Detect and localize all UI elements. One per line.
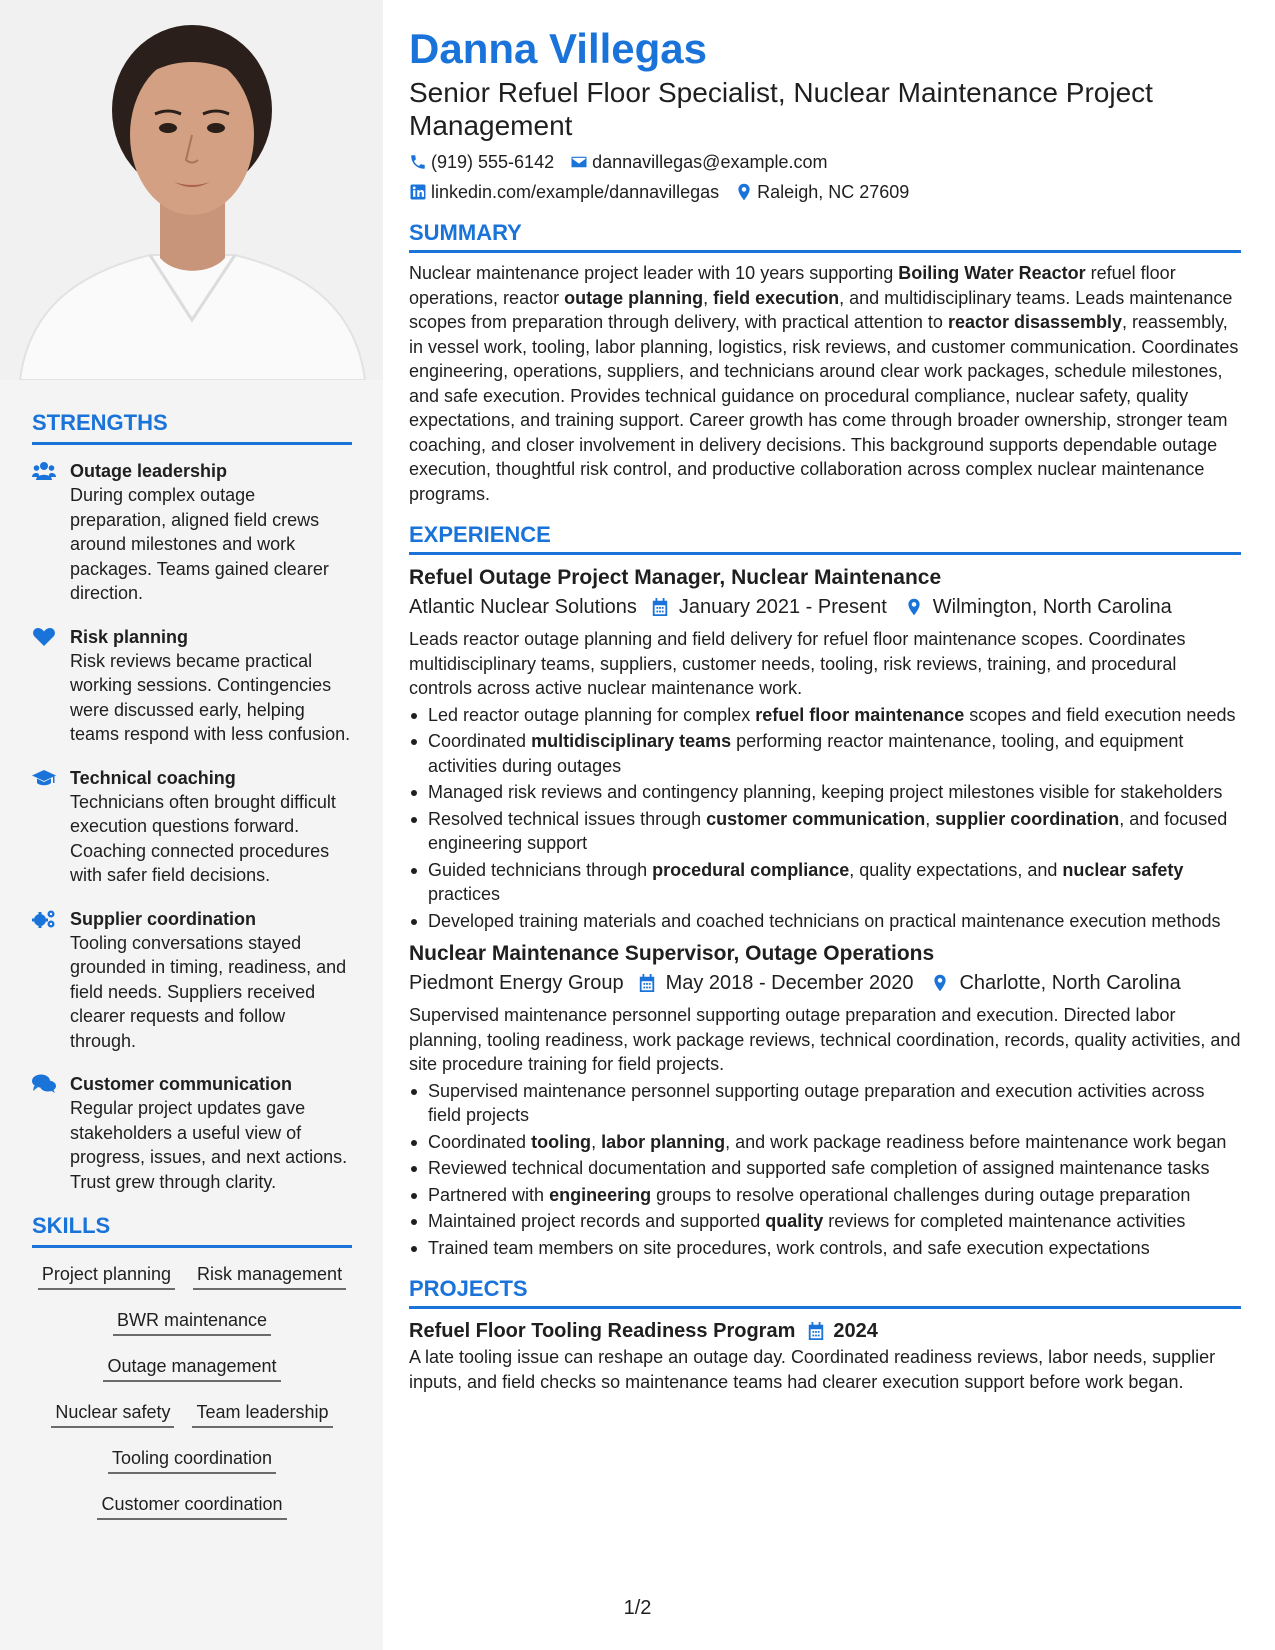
text-run: Reviewed technical documentation and supported safe completion of assigned maintenance tasks	[428, 1158, 1210, 1178]
job-location: Charlotte, North Carolina	[959, 972, 1181, 994]
skills-heading: SKILLS	[32, 1213, 352, 1248]
skill-tag: Outage management	[103, 1354, 280, 1382]
location-pin-icon	[931, 973, 949, 993]
linkedin-icon	[409, 183, 427, 201]
calendar-icon	[638, 973, 656, 993]
highlight-text: Boiling Water Reactor	[898, 263, 1086, 283]
chat-bubbles-icon	[32, 1074, 56, 1094]
highlight-text: outage planning	[564, 287, 704, 308]
bullet-item	[409, 807, 1241, 856]
skills-list	[32, 1262, 352, 1520]
strength-title: Supplier coordination	[70, 908, 257, 929]
bullet-item	[409, 729, 1241, 778]
skill-tag: Nuclear safety	[51, 1400, 174, 1428]
job-title: Nuclear Maintenance Supervisor, Outage Operations	[409, 942, 935, 965]
highlight-text: multidisciplinary teams	[531, 731, 732, 751]
text-run: Maintained project records and supported	[428, 1211, 766, 1231]
text-run: , reassembly, in vessel work, tooling, labor planning, logistics, risk reviews, and customer communication. Coordinates engineering, operations, suppliers, and technicians around clear work packages, schedule milestones, and safe execution. Provides technical guidance on procedural compliance, nuclear safety, quality expectations, and training support. Career growth has come through broader ownership, stronger team coaching, and closer involvement in delivery decisions. This background supports dependable outage execution, thoughtful risk control, and productive collaboration across complex nuclear maintenance programs.	[409, 312, 1239, 504]
highlight-text: reactor disassembly	[947, 312, 1123, 332]
job-entry	[409, 563, 1241, 933]
text-run: , and focused engineering support	[428, 808, 1228, 853]
strength-desc: Risk reviews became practical working sessions. Contingencies were discussed early, helping teams respond with less confusion.	[70, 650, 351, 744]
calendar-icon	[807, 1321, 825, 1341]
text-run: Coordinated	[428, 1131, 532, 1152]
bullet-item	[409, 1079, 1241, 1128]
email-link[interactable]: dannavillegas@example.com	[592, 152, 828, 172]
text-run: Coordinated	[428, 731, 532, 751]
sidebar	[0, 0, 383, 1650]
job-title: Refuel Outage Project Manager, Nuclear Maintenance	[409, 566, 942, 589]
highlight-text: refuel floor maintenance	[755, 704, 965, 725]
profile-photo-illustration	[0, 0, 383, 380]
project-entry	[409, 1317, 1241, 1394]
text-run: Guided technicians through	[428, 859, 653, 880]
highlight-text: supplier coordination	[935, 808, 1120, 829]
bullet-item	[409, 858, 1241, 907]
bullet-item	[409, 1236, 1241, 1261]
strength-item	[32, 1072, 352, 1194]
location-pin-icon	[905, 597, 923, 617]
text-run: reviews for completed maintenance activities	[823, 1211, 1186, 1231]
skill-tag: Customer coordination	[97, 1492, 286, 1520]
job-location: Wilmington, North Carolina	[932, 596, 1172, 618]
text-run: Led reactor outage planning for complex	[428, 704, 756, 725]
text-run: ,	[703, 287, 714, 308]
job-meta	[409, 593, 1241, 621]
sidebar-content	[32, 410, 352, 1538]
strength-desc: Tooling conversations stayed grounded in timing, readiness, and field needs. Suppliers received clearer requests and follow through.	[70, 932, 347, 1051]
text-run: ,	[591, 1131, 602, 1152]
text-run: , and work package readiness before maintenance work began	[725, 1131, 1227, 1152]
bullet-item	[409, 1156, 1241, 1181]
contact-row	[409, 150, 1241, 174]
skill-tag: Risk management	[193, 1262, 346, 1290]
projects-heading: PROJECTS	[409, 1276, 1241, 1309]
project-description: A late tooling issue can reshape an outage day. Coordinated readiness reviews, labor needs, supplier inputs, and field checks so maintenance teams had clearer execution support before work began.	[409, 1347, 1216, 1392]
skill-tag: BWR maintenance	[113, 1308, 271, 1336]
heart-icon	[32, 627, 56, 647]
text-run: ,	[925, 808, 936, 829]
bullet-item	[409, 1183, 1241, 1208]
graduation-cap-icon	[32, 768, 56, 788]
skill-tag: Team leadership	[192, 1400, 332, 1428]
company-name: Atlantic Nuclear Solutions	[409, 596, 637, 618]
company-name: Piedmont Energy Group	[409, 972, 624, 994]
highlight-text: field execution	[713, 287, 840, 308]
location-text: Raleigh, NC 27609	[757, 182, 910, 202]
phone-icon	[409, 153, 427, 171]
strength-item	[32, 459, 352, 606]
strength-desc: Regular project updates gave stakeholders a useful view of progress, issues, and next actions. Trust grew through clarity.	[70, 1098, 348, 1192]
text-run: , quality expectations, and	[849, 859, 1063, 880]
job-bullets	[409, 703, 1241, 934]
contact-row	[409, 180, 1241, 204]
strength-item	[32, 625, 352, 747]
strength-title: Customer communication	[70, 1074, 293, 1094]
project-header	[409, 1317, 1241, 1345]
text-run: Partnered with	[428, 1184, 550, 1205]
text-run: refuel floor operations, reactor	[409, 263, 1176, 308]
summary-heading: SUMMARY	[409, 220, 1241, 253]
profile-photo	[0, 0, 383, 380]
text-run: groups to resolve operational challenges during outage preparation	[651, 1184, 1191, 1205]
highlight-text: labor planning	[601, 1131, 726, 1152]
text-run: Resolved technical issues through	[428, 808, 707, 829]
job-description: Supervised maintenance personnel supporting outage preparation and execution. Directed labor planning, tooling readiness, work package reviews, technical coordination, records, quality activities, and site procedure training for field projects.	[409, 1005, 1241, 1074]
text-run: Trained team members on site procedures, work controls, and safe execution expectations	[428, 1237, 1150, 1258]
strengths-heading: STRENGTHS	[32, 410, 352, 445]
highlight-text: procedural compliance	[652, 859, 850, 880]
strength-title: Risk planning	[70, 626, 189, 647]
job-description: Leads reactor outage planning and field delivery for refuel floor maintenance scopes. Coordinates multidisciplinary teams, suppliers, customer needs, tooling, risk reviews, training, and procedural controls across active nuclear maintenance work.	[409, 629, 1186, 698]
job-dates: May 2018 - December 2020	[665, 972, 914, 994]
bullet-item	[409, 1130, 1241, 1155]
job-dates: January 2021 - Present	[678, 596, 887, 618]
job-meta	[409, 969, 1241, 997]
candidate-name: Danna Villegas	[409, 25, 708, 72]
strength-item	[32, 907, 352, 1054]
gears-icon	[32, 909, 56, 929]
text-run: Managed risk reviews and contingency planning, keeping project milestones visible for stakeholders	[428, 782, 1223, 802]
job-bullets	[409, 1079, 1241, 1261]
highlight-text: nuclear safety	[1062, 859, 1184, 880]
linkedin-link[interactable]: linkedin.com/example/dannavillegas	[431, 182, 720, 202]
experience-heading: EXPERIENCE	[409, 522, 1241, 555]
candidate-title: Senior Refuel Floor Specialist, Nuclear Maintenance Project Management	[409, 77, 1153, 141]
page-number: 1/2	[623, 1597, 652, 1619]
text-run: , and multidisciplinary teams. Leads maintenance scopes from preparation through delivery, with practical attention to	[409, 287, 1233, 332]
strength-title: Outage leadership	[70, 461, 228, 481]
users-icon	[32, 461, 56, 481]
strength-item	[32, 766, 352, 888]
strength-desc: Technicians often brought difficult execution questions forward. Coaching connected procedures with safer field decisions.	[70, 791, 336, 885]
project-year: 2024	[833, 1320, 878, 1342]
text-run: Developed training materials and coached technicians on practical maintenance execution methods	[428, 910, 1221, 931]
phone-number[interactable]: (919) 555-6142	[431, 152, 555, 172]
highlight-text: customer communication	[706, 808, 926, 829]
envelope-icon	[570, 153, 588, 171]
calendar-icon	[651, 597, 669, 617]
skill-tag: Tooling coordination	[108, 1446, 276, 1474]
highlight-text: tooling	[531, 1131, 592, 1152]
bullet-item	[409, 703, 1241, 728]
project-title: Refuel Floor Tooling Readiness Program	[409, 1320, 796, 1342]
text-run: Supervised maintenance personnel supporting outage preparation and execution activities across field projects	[428, 1080, 1205, 1125]
text-run: Nuclear maintenance project leader with 10 years supporting	[409, 263, 899, 283]
main-content	[409, 22, 1241, 1394]
text-run: practices	[428, 884, 501, 904]
bullet-item	[409, 780, 1241, 805]
bullet-item	[409, 1209, 1241, 1234]
bullet-item	[409, 909, 1241, 934]
skill-tag: Project planning	[38, 1262, 175, 1290]
job-entry	[409, 939, 1241, 1260]
location-pin-icon	[735, 183, 753, 201]
summary-text	[409, 261, 1241, 506]
highlight-text: engineering	[549, 1184, 652, 1205]
strength-desc: During complex outage preparation, aligned field crews around milestones and work packages. Teams gained clearer direction.	[70, 485, 329, 603]
text-run: performing reactor maintenance, tooling, and equipment activities during outages	[428, 731, 1184, 776]
highlight-text: quality	[765, 1211, 824, 1231]
text-run: scopes and field execution needs	[964, 704, 1236, 725]
strength-title: Technical coaching	[70, 767, 236, 788]
